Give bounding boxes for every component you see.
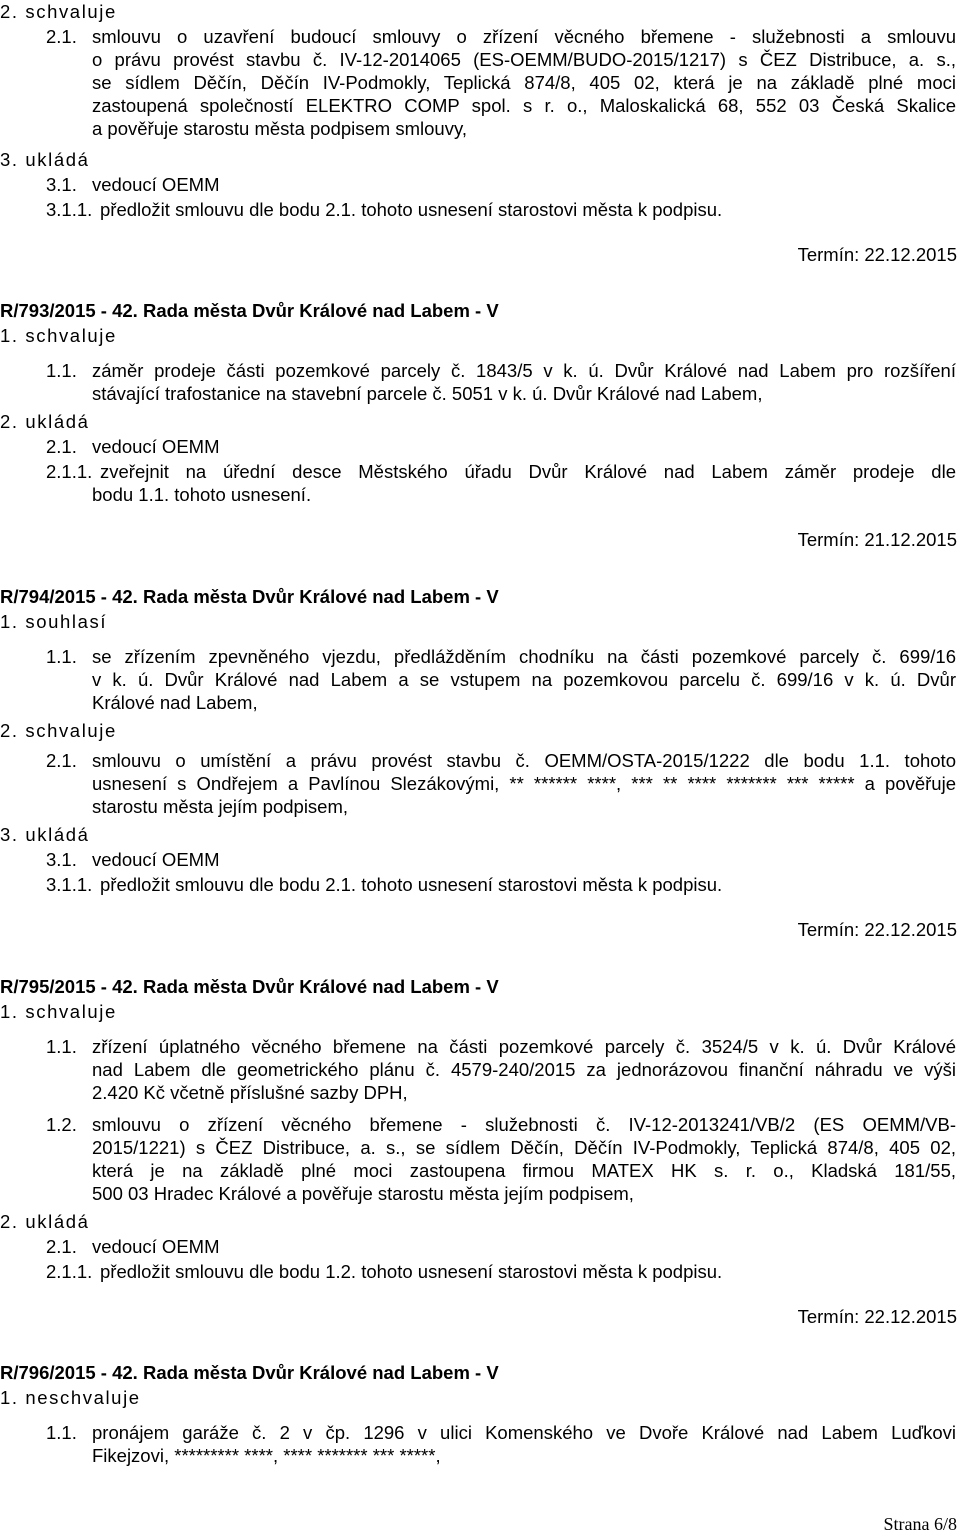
- item-number: 2.1.: [46, 436, 77, 457]
- item-number: 1.1.: [46, 646, 77, 667]
- text-line: stávající trafostanice na stavební parcele č. 5051 v k. ú. Dvůr Králové nad Labem,: [92, 383, 763, 404]
- deadline: Termín: 21.12.2015: [797, 529, 957, 550]
- text-line: která je na základě plné moci zastoupena firmou MATEX HK s. r. o., Kladská 181/55,: [92, 1160, 956, 1181]
- text-line: 1.1. zřízení úplatného věcného břemene na části pozemkové parcely č. 3524/5 v k. ú. Dvůr Králové: [46, 1036, 956, 1057]
- section-heading: 3. ukládá: [0, 824, 90, 845]
- resolution-title: R/795/2015 - 42. Rada města Dvůr Králové nad Labem - V: [0, 976, 499, 997]
- text-line: 500 03 Hradec Králové a pověřuje starostu města jejím podpisem,: [92, 1183, 634, 1204]
- text-line: Fikejzovi, ********* ****, **** ******* *** *****,: [92, 1445, 441, 1466]
- item-number: 2.1.1.: [46, 461, 93, 482]
- item-number: 1.2.: [46, 1114, 77, 1135]
- text-line: zastoupená společností ELEKTRO COMP spol. s r. o., Maloskalická 68, 552 03 Česká Skalice: [92, 95, 956, 116]
- section-heading: 1. souhlasí: [0, 611, 108, 632]
- section-heading: 2. schvaluje: [0, 1, 117, 22]
- item-number: 1.1.: [46, 360, 77, 381]
- text-line: 2.1.1. předložit smlouvu dle bodu 1.2. tohoto usnesení starostovi města k podpisu.: [46, 1261, 723, 1282]
- resolution-title: R/794/2015 - 42. Rada města Dvůr Králové nad Labem - V: [0, 586, 499, 607]
- text-line: nad Labem dle geometrického plánu č. 4579-240/2015 za jednorázovou finanční náhradu ve výši: [92, 1059, 956, 1080]
- text-line: Králové nad Labem,: [92, 692, 258, 713]
- text-line: o právu provést stavbu č. IV-12-2014065 (ES-OEMM/BUDO-2015/1217) s ČEZ Distribuce, a. s.,: [92, 49, 956, 70]
- text-line: v k. ú. Dvůr Králové nad Labem a se vstupem na pozemkovou parcelu č. 699/16 v k. ú. Dvůr: [92, 669, 956, 690]
- item-number: 3.1.: [46, 174, 77, 195]
- item-number: 2.1.: [46, 1236, 77, 1257]
- text-line: 1.2. smlouvu o zřízení věcného břemene - služebnosti č. IV-12-2013241/VB/2 (ES OEMM/VB-: [46, 1114, 956, 1135]
- section-heading: 1. schvaluje: [0, 1001, 117, 1022]
- text-line: 2.1.1. zveřejnit na úřední desce Městského úřadu Dvůr Králové nad Labem záměr prodeje dle: [46, 461, 956, 482]
- text-line: starostu města jejím podpisem,: [92, 796, 349, 817]
- section-heading: 2. schvaluje: [0, 720, 117, 741]
- text-line: 2015/1221) s ČEZ Distribuce, a. s., se sídlem Děčín, Děčín IV-Podmokly, Teplická 874/8, 405 02,: [92, 1137, 956, 1158]
- item-number: 1.1.: [46, 1036, 77, 1057]
- text-line: 1.1. záměr prodeje části pozemkové parcely č. 1843/5 v k. ú. Dvůr Králové nad Labem pro rozšíření: [46, 360, 956, 381]
- section-heading: 2. ukládá: [0, 411, 90, 432]
- item-number: 3.1.: [46, 849, 77, 870]
- text-line: 2.420 Kč včetně příslušné sazby DPH,: [92, 1082, 408, 1103]
- item-number: 2.1.1.: [46, 1261, 93, 1282]
- text-line: a pověřuje starostu města podpisem smlouvy,: [92, 118, 467, 139]
- text-line: 3.1.1. předložit smlouvu dle bodu 2.1. tohoto usnesení starostovi města k podpisu.: [46, 199, 723, 220]
- section-heading: 2. ukládá: [0, 1211, 90, 1232]
- text-line: 1.1. se zřízením zpevněného vjezdu, předlážděním chodníku na části pozemkové parcely č. 699/16: [46, 646, 956, 667]
- item-number: 2.1.: [46, 750, 77, 771]
- text-line: 1.1. pronájem garáže č. 2 v čp. 1296 v ulici Komenského ve Dvoře Králové nad Labem Luďkovi: [46, 1422, 956, 1443]
- item-number: 3.1.1.: [46, 199, 93, 220]
- text-line: 3.1.1. předložit smlouvu dle bodu 2.1. tohoto usnesení starostovi města k podpisu.: [46, 874, 723, 895]
- section-heading: 1. neschvaluje: [0, 1387, 141, 1408]
- text-line: 2.1. vedoucí OEMM: [46, 1236, 220, 1257]
- deadline: Termín: 22.12.2015: [797, 244, 957, 265]
- text-line: 3.1. vedoucí OEMM: [46, 849, 220, 870]
- text-line: 2.1. smlouvu o uzavření budoucí smlouvy o zřízení věcného břemene - služebnosti a smlouvu: [46, 26, 956, 47]
- item-number: 2.1.: [46, 26, 77, 47]
- text-line: 2.1. smlouvu o umístění a právu provést stavbu č. OEMM/OSTA-2015/1222 dle bodu 1.1. tohoto: [46, 750, 956, 771]
- text-line: usnesení s Ondřejem a Pavlínou Slezákovými, ** ****** ****, *** ** **** ******* *** ***** a pověřuje: [92, 773, 956, 794]
- item-number: 1.1.: [46, 1422, 77, 1443]
- text-line: se sídlem Děčín, Děčín IV-Podmokly, Teplická 874/8, 405 02, která je na základě plné moci: [92, 72, 956, 93]
- deadline: Termín: 22.12.2015: [797, 919, 957, 940]
- resolution-title: R/796/2015 - 42. Rada města Dvůr Králové nad Labem - V: [0, 1362, 499, 1383]
- text-line: 3.1. vedoucí OEMM: [46, 174, 220, 195]
- page-number: Strana 6/8: [883, 1514, 957, 1534]
- text-line: bodu 1.1. tohoto usnesení.: [92, 484, 312, 505]
- item-number: 3.1.1.: [46, 874, 93, 895]
- resolution-title: R/793/2015 - 42. Rada města Dvůr Králové nad Labem - V: [0, 300, 499, 321]
- section-heading: 1. schvaluje: [0, 325, 117, 346]
- section-heading: 3. ukládá: [0, 149, 90, 170]
- deadline: Termín: 22.12.2015: [797, 1306, 957, 1327]
- text-line: 2.1. vedoucí OEMM: [46, 436, 220, 457]
